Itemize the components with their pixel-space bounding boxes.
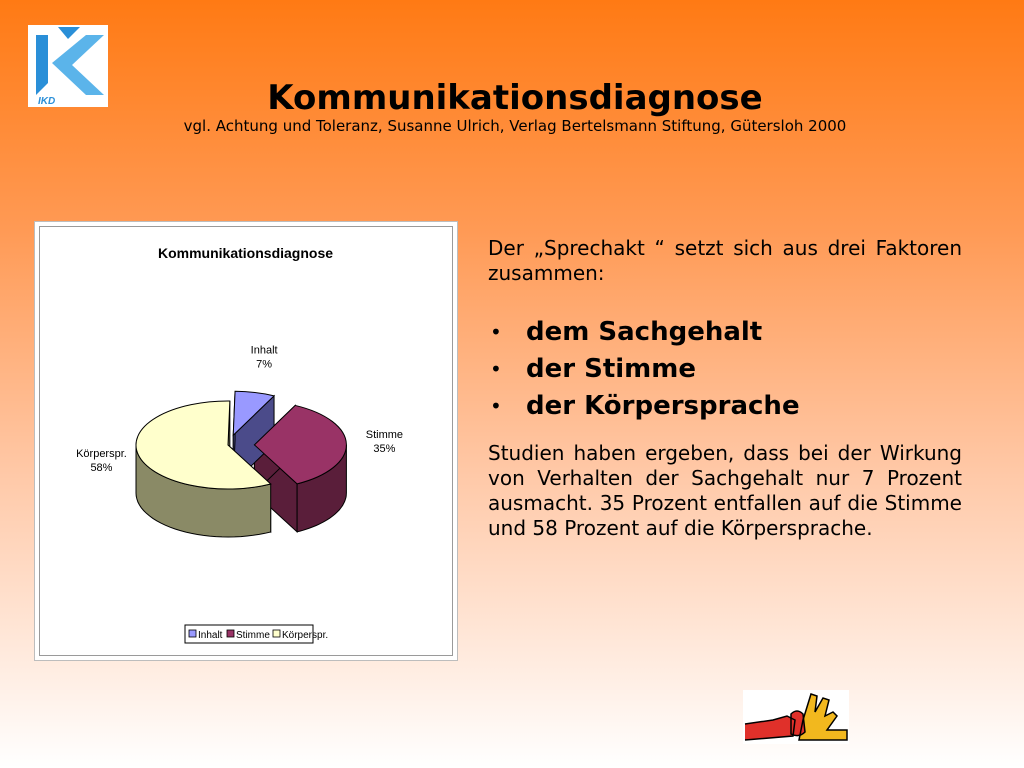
factor-label: der Stimme <box>526 354 697 384</box>
legend-entry: Stimme <box>236 630 270 641</box>
data-label-category: Stimme <box>365 428 404 441</box>
slide-title: Kommunikationsdiagnose <box>267 78 763 118</box>
pie-slices <box>136 391 346 537</box>
bullet: • <box>490 320 502 344</box>
findings-paragraph: Studien haben ergeben, dass bei der Wirkung von Verhalten der Sachgehalt nur 7 Prozent ausmacht. 35 Prozent entfallen auf die Stimme und 58 Prozent auf die Körpersprache. <box>488 441 962 540</box>
slide-subtitle: vgl. Achtung und Toleranz, Susanne Ulrich, Verlag Bertelsmann Stiftung, Gütersloh 2000 <box>183 117 847 135</box>
chart-legend <box>185 625 328 643</box>
legend-entry: Körperspr. <box>282 630 329 641</box>
legend-swatch <box>189 630 196 637</box>
legend-swatch <box>227 630 234 637</box>
factor-item-koerpersprache <box>488 388 962 425</box>
legend-entry: Inhalt <box>198 630 223 641</box>
data-label-value: 58% <box>90 461 113 474</box>
logo-text: IKD <box>38 96 56 107</box>
pie-chart <box>34 221 458 661</box>
factor-item-stimme <box>488 351 962 388</box>
data-label-value: 35% <box>373 442 396 455</box>
factor-label: dem Sachgehalt <box>526 317 763 347</box>
bullet: • <box>490 394 502 418</box>
legend-swatch <box>273 630 280 637</box>
data-label-value: 7% <box>256 358 273 371</box>
handshake-icon <box>743 690 849 744</box>
chart-title: Kommunikationsdiagnose <box>158 245 334 261</box>
data-label-category: Inhalt <box>250 344 278 357</box>
ikd-logo-icon <box>28 25 108 107</box>
intro-paragraph: Der „Sprechakt “ setzt sich aus drei Faktoren zusammen: <box>488 236 962 285</box>
factor-item-sachgehalt <box>488 314 962 351</box>
factor-list <box>488 314 962 425</box>
data-label-category: Körperspr. <box>76 447 127 460</box>
bullet: • <box>490 357 502 381</box>
factor-label: der Körpersprache <box>526 391 800 421</box>
chart-frame <box>39 226 453 656</box>
